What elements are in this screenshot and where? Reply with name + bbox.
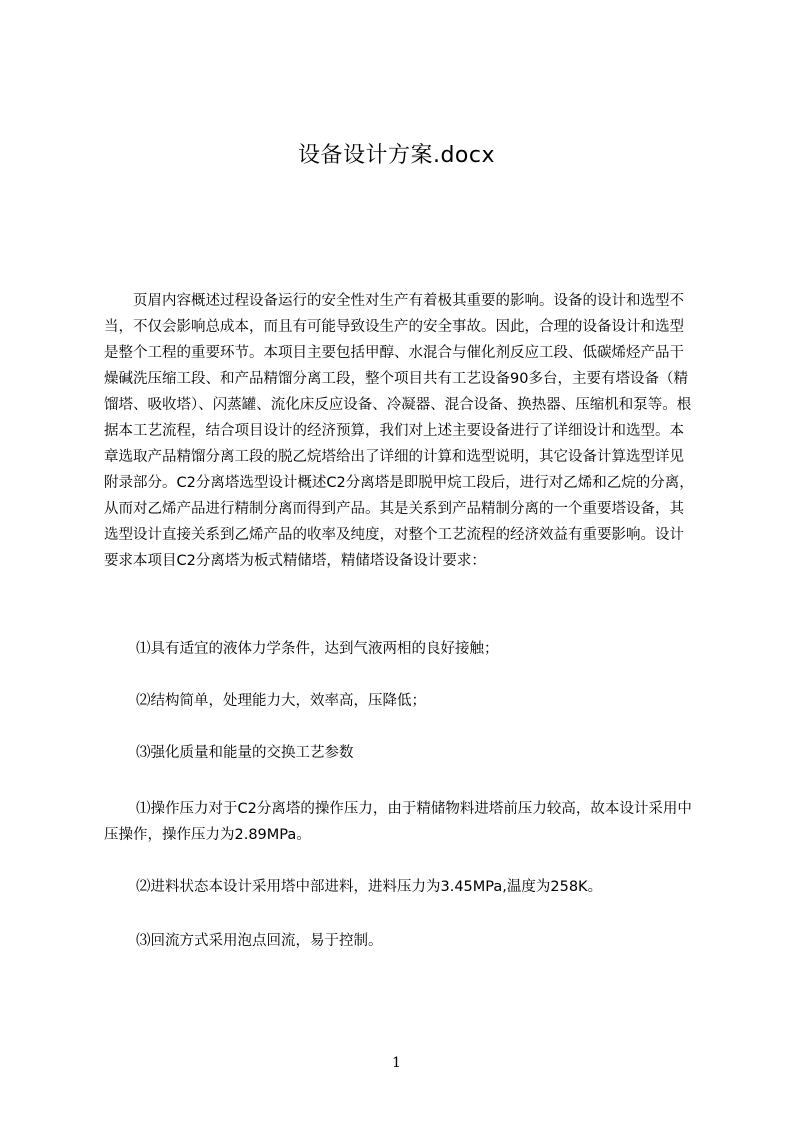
document-title: 设备设计方案.docx [297, 143, 496, 168]
param-item-3: ⑶回流方式采用泡点回流，易于控制。 [136, 933, 383, 949]
requirement-item-1: ⑴具有适宜的液体力学条件，达到气液两相的良好接触； [136, 641, 499, 657]
param-item-2: ⑵进料状态本设计采用塔中部进料，进料压力为3.45MPa,温度为258K。 [136, 879, 603, 895]
intro-paragraph: 页眉内容概述过程设备运行的安全性对生产有着极其重要的影响。设备的设计和选型不当，不仅会影响总成本，而且有可能导致设生产的安全事故。因此，合理的设备设计和选型是整个工程的重要环节。本项目主要包括甲醇、水混合与催化剂反应工段、低碳烯烃产品干燥碱洗压缩工段、和产品精馏分离工段，整个项目共有工艺设备90多台，主要有塔设备（精馏塔、吸收塔）、闪蒸罐、流化床反应设备、冷凝器、混合设备、换热器、压缩机和泵等。根据本工艺流程，结合项目设计的经济预算，我们对上述主要设备进行了详细设计和选型。本章选取产品精馏分离工段的脱乙烷塔给出了详细的计算和选型说明，其它设备计算选型详见附录部分。C2分离塔选型设计概述C2分离塔是即脱甲烷工段后，进行对乙烯和乙烷的分离，从而对乙烯产品进行精制分离而得到产品。其是关系到产品精制分离的一个重要塔设备，其选型设计直接关系到乙烯产品的收率及纯度，对整个工艺流程的经济效益有重要影响。设计要求本项目C2分离塔为板式精储塔，精储塔设备设计要求： [104, 293, 694, 569]
page-number: 1 [392, 1055, 401, 1071]
requirement-item-2: ⑵结构简单，处理能力大，效率高，压降低； [136, 693, 426, 709]
requirement-item-3: ⑶强化质量和能量的交换工艺参数 [136, 745, 354, 761]
param-item-1: ⑴操作压力对于C2分离塔的操作压力，由于精储物料进塔前压力较高，故本设计采用中压操作，操作压力为2.89MPa。 [104, 801, 692, 843]
